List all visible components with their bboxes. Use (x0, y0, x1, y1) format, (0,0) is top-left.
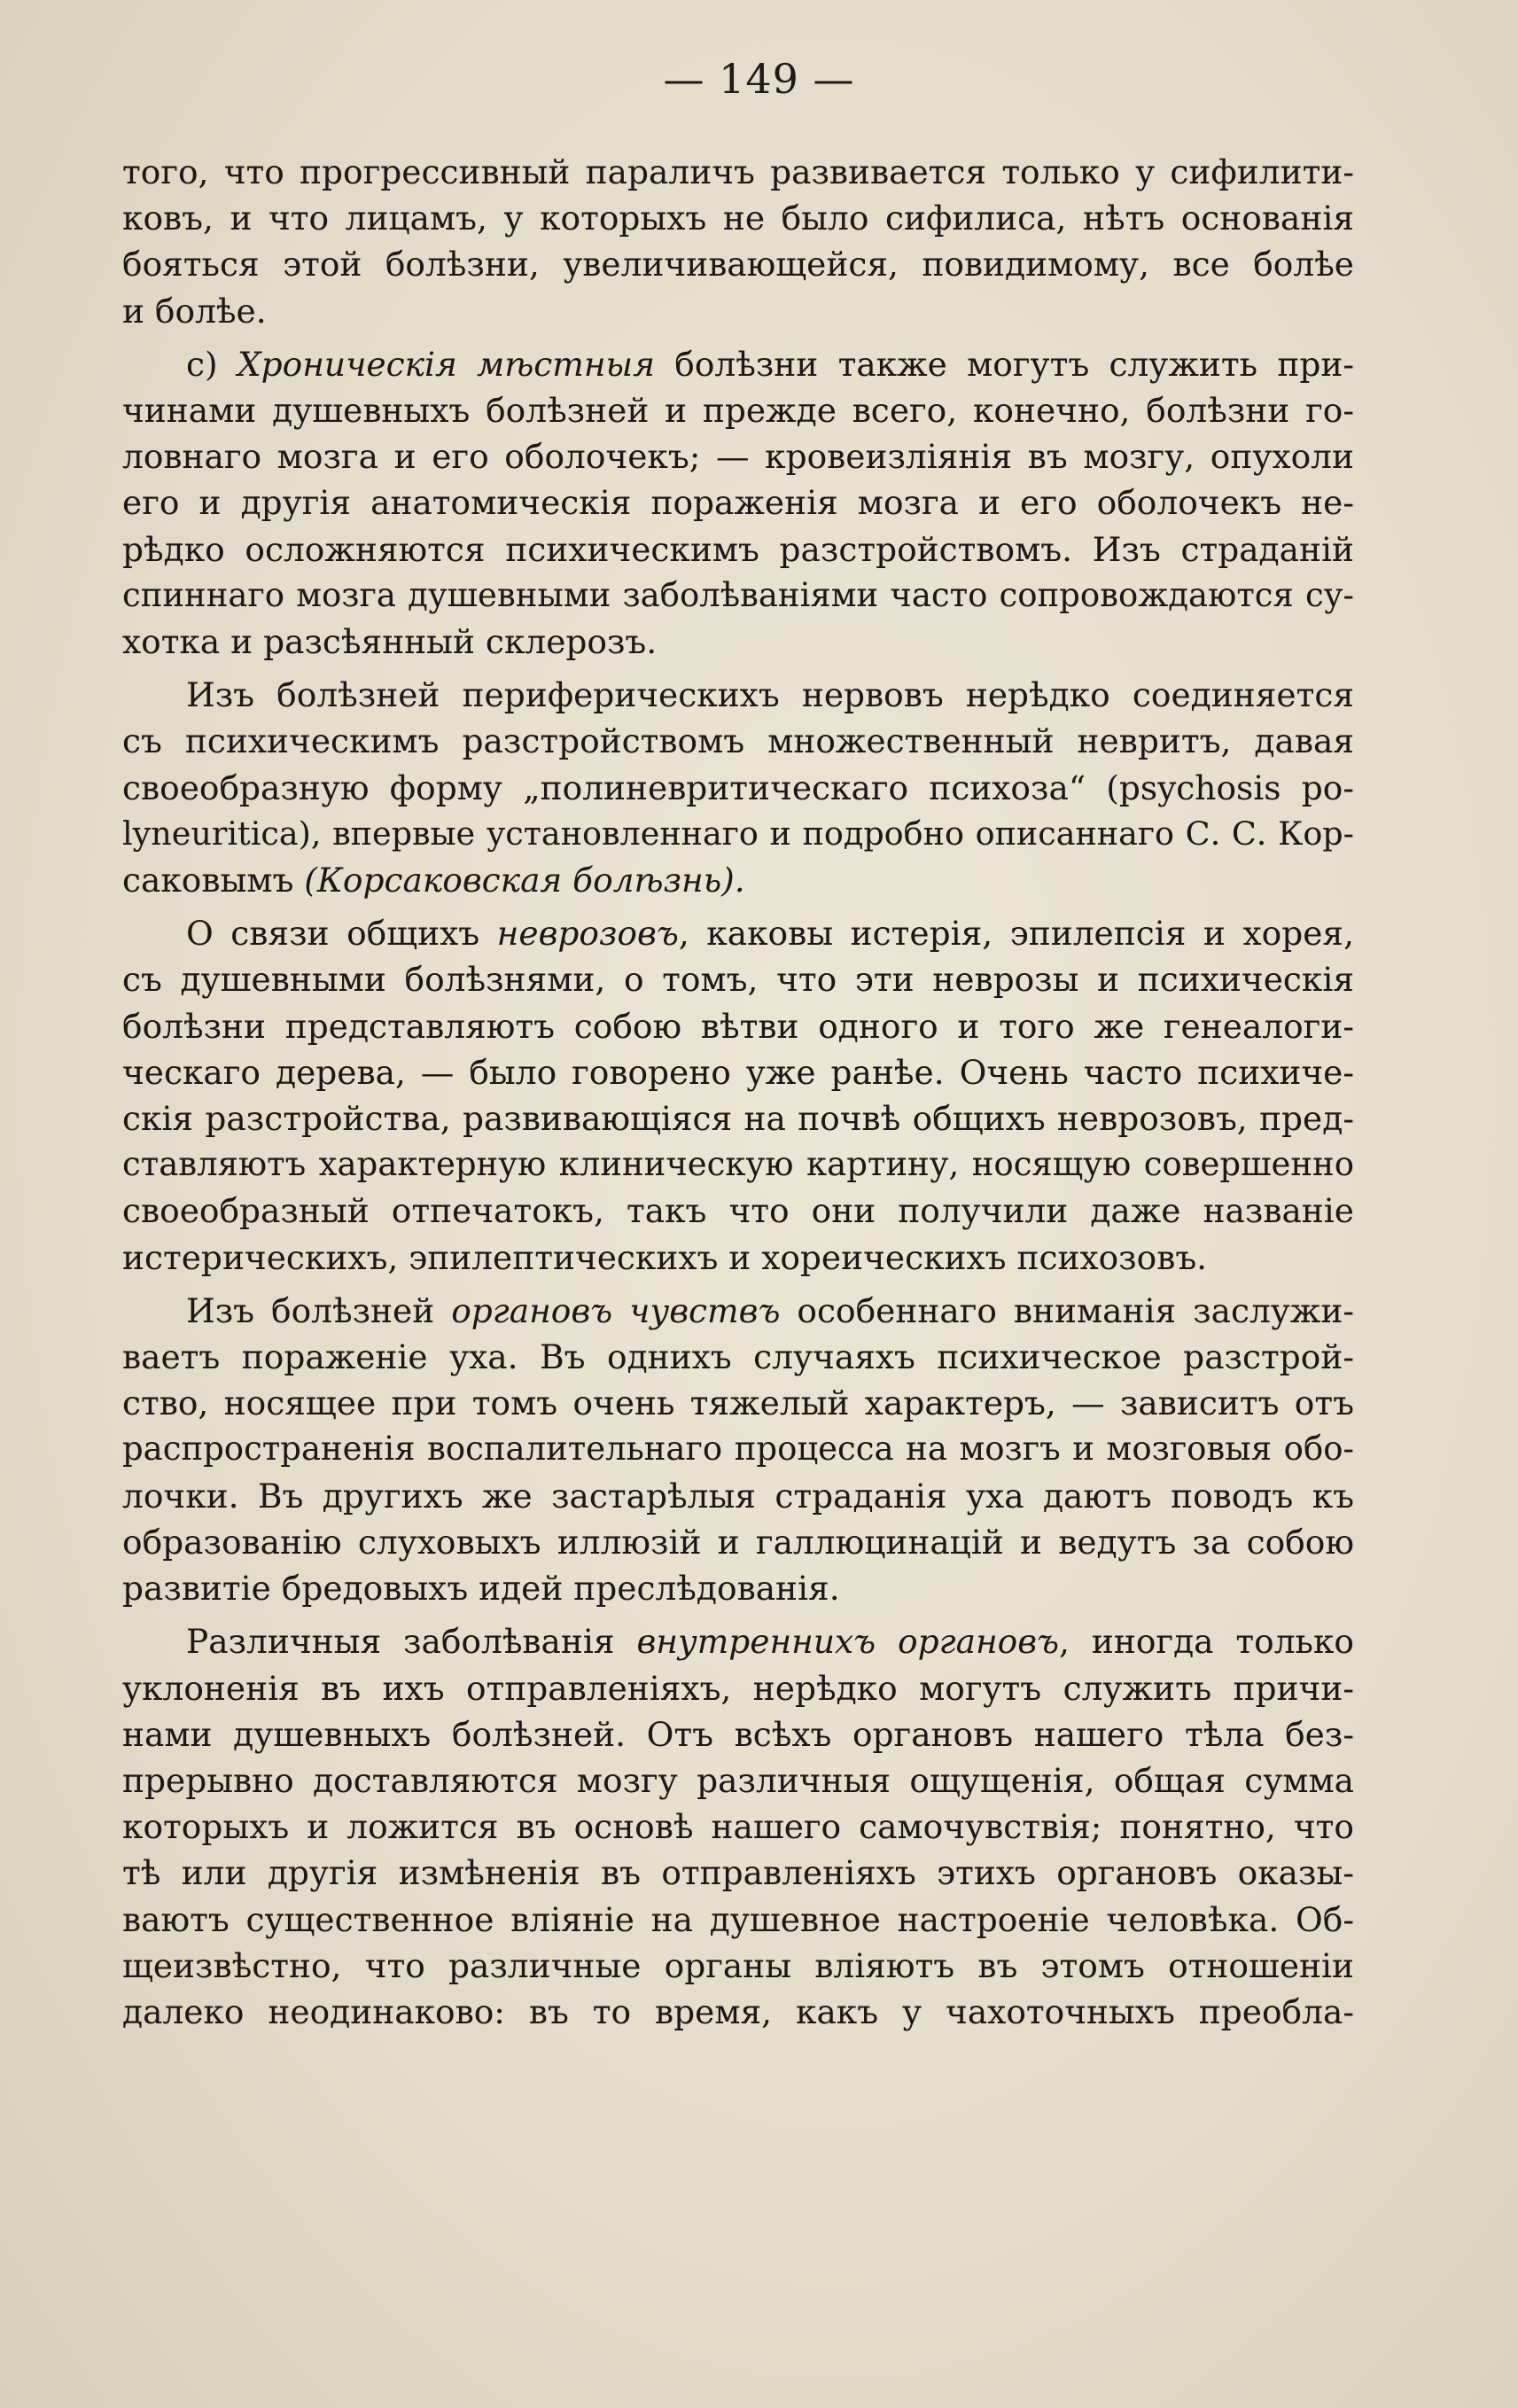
text-line: нами душевныхъ болѣзней. Отъ всѣхъ органовъ нашего тѣла без- (122, 1714, 1354, 1754)
text-line: чинами душевныхъ болѣзней и прежде всего, конечно, болѣзни го- (122, 391, 1354, 431)
line-start: саковымъ (122, 861, 305, 900)
text-line: ческаго дерева, — было говорено уже ранѣе. Очень часто психиче- (122, 1052, 1354, 1092)
text-line (122, 857, 1354, 903)
text-line: прерывно доставляются мозгу различныя ощущенія, общая сумма (122, 1760, 1354, 1800)
line-start: Различныя заболѣванія (186, 1622, 637, 1662)
list-marker: c) (186, 344, 237, 384)
text-line: болѣзни представляютъ собою вѣтви одного и того же генеалоги- (122, 1006, 1354, 1046)
text-line: хотка и разсѣянный склерозъ. (122, 622, 658, 662)
text-line: щеизвѣстно, что различные органы вліяютъ въ этомъ отношеніи (122, 1945, 1354, 1985)
text-line: спиннаго мозга душевными заболѣваніями часто сопровождаются су- (122, 575, 1354, 614)
text-line: ство, носящее при томъ очень тяжелый характеръ, — зависитъ отъ (122, 1383, 1354, 1423)
text-line: истерическихъ, эпилептическихъ и хореическихъ психозовъ. (122, 1237, 1208, 1277)
text-line: его и другія анатомическія пораженія мозга и его оболочекъ не- (122, 483, 1354, 523)
line-start: О связи общихъ (186, 914, 497, 954)
text-line: бояться этой болѣзни, увеличивающейся, повидимому, все болѣе (122, 245, 1354, 284)
text-line: съ психическимъ разстройствомъ множественный невритъ, давая (122, 721, 1354, 761)
line-rest: болѣзни также могутъ служить при- (654, 344, 1354, 384)
emphasis-text: (Корсаковская болѣзнь). (304, 861, 745, 900)
text-line: и болѣе. (122, 291, 267, 331)
text-line: рѣдко осложняются психическимъ разстройствомъ. Изъ страданій (122, 529, 1354, 569)
text-line (122, 1618, 1354, 1664)
text-line: уклоненія въ ихъ отправленіяхъ, нерѣдко могутъ служить причи- (122, 1668, 1354, 1708)
text-line: съ душевными болѣзнями, о томъ, что эти неврозы и психическія (122, 960, 1354, 1000)
text-line: lyneuritica), впервые установленнаго и подробно описаннаго С. С. Кор- (122, 814, 1354, 853)
text-line: лочки. Въ другихъ же застарѣлыя страданія уха даютъ поводъ къ (122, 1476, 1354, 1516)
text-line: скія разстройства, развивающіяся на почвѣ общихъ неврозовъ, пред- (122, 1099, 1354, 1139)
line-rest: , каковы истерія, эпилепсія и хорея, (678, 914, 1354, 954)
paragraph-2 (122, 341, 1354, 665)
emphasis-text: Хроническія мѣстныя (237, 344, 655, 384)
text-line: тѣ или другія измѣненія въ отправленіяхъ этихъ органовъ оказы- (122, 1853, 1354, 1893)
emphasis-text: неврозовъ (496, 914, 679, 954)
line-rest: , иногда только (1059, 1622, 1354, 1662)
text-line: которыхъ и ложится въ основѣ нашего самочувствія; понятно, что (122, 1807, 1354, 1847)
text-line: ловнаго мозга и его оболочекъ; — кровеизліянія въ мозгу, опухоли (122, 437, 1354, 477)
line-start: Изъ болѣзней (186, 1290, 452, 1330)
text-line: образованію слуховыхъ иллюзій и галлюцинацій и ведутъ за собою (122, 1522, 1354, 1562)
paragraph-1 (122, 149, 1354, 334)
text-line: Изъ болѣзней периферическихъ нервовъ нерѣдко соединяется (186, 675, 1354, 715)
text-line (122, 341, 1354, 387)
text-line: распространенія воспалительнаго процесса на мозгъ и мозговыя обо- (122, 1430, 1354, 1469)
paragraph-6 (122, 1618, 1354, 2035)
text-line: своеобразную форму „полиневритическаго психоза“ (psychosis po- (122, 768, 1354, 807)
text-line: ковъ, и что лицамъ, у которыхъ не было сифилиса, нѣтъ основанія (122, 199, 1354, 238)
paragraph-4 (122, 910, 1354, 1281)
page-number: — 149 — (663, 55, 855, 103)
line-rest: особеннаго вниманія заслужи- (780, 1290, 1355, 1330)
paragraph-5 (122, 1288, 1354, 1611)
text-line: своеобразный отпечатокъ, такъ что они получили даже названіе (122, 1191, 1354, 1231)
emphasis-text: органовъ чувствъ (451, 1290, 781, 1330)
text-line: развитіе бредовыхъ идей преслѣдованія. (122, 1569, 840, 1609)
text-line: ваютъ существенное вліяніе на душевное настроеніе человѣка. Об- (122, 1899, 1354, 1939)
emphasis-text: внутреннихъ органовъ (636, 1622, 1060, 1662)
paragraph-3 (122, 672, 1354, 903)
text-line: далеко неодинаково: въ то время, какъ у чахоточныхъ преобла- (122, 1991, 1354, 2031)
body-text (122, 149, 1354, 2035)
text-line: ваетъ пораженіе уха. Въ однихъ случаяхъ психическое разстрой- (122, 1337, 1354, 1377)
text-line: ставляютъ характерную клиническую картину, носящую совершенно (122, 1145, 1354, 1184)
text-line (122, 1288, 1354, 1334)
text-line: того, что прогрессивный параличъ развивается только у сифилити- (122, 152, 1354, 191)
text-line (122, 910, 1354, 956)
